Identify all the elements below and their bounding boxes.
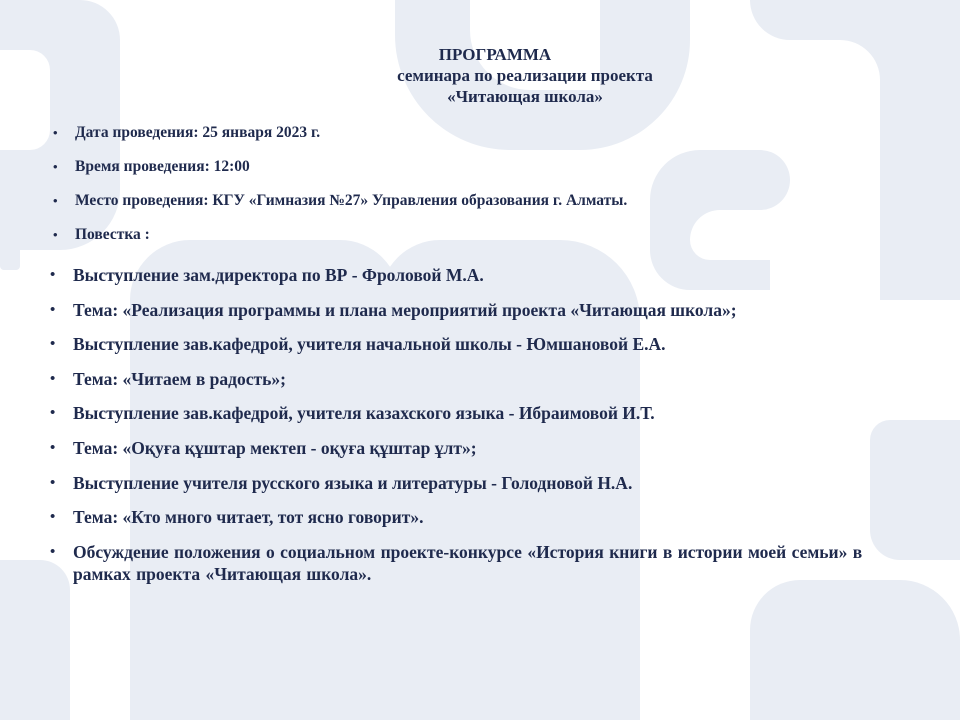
bullet-icon: • (53, 227, 58, 242)
bullet-icon: • (50, 336, 56, 353)
bullet-icon: • (50, 370, 56, 387)
agenda-item (48, 299, 898, 321)
title-line-3: «Читающая школа» (447, 87, 603, 106)
title-line-1: ПРОГРАММА (438, 45, 552, 64)
bullet-icon: • (50, 474, 56, 491)
agenda-text: Тема: «Оқуға құштар мектеп - оқуға құштар ұлт»; (73, 437, 477, 458)
bullet-icon: • (53, 159, 58, 174)
agenda-text: Выступление зам.директора по ВР - Фроловой М.А. (73, 265, 484, 285)
agenda-item (48, 368, 898, 390)
info-text: Дата проведения: 25 января 2023 г. (75, 124, 321, 141)
bullet-icon: • (50, 405, 56, 422)
program-title (300, 44, 750, 107)
agenda-text: Тема: «Читаем в радость»; (73, 368, 286, 389)
agenda-list (48, 264, 898, 597)
bullet-icon: • (53, 193, 58, 208)
bullet-icon: • (50, 439, 56, 456)
agenda-item (48, 402, 898, 424)
title-line-2: семинара по реализации проекта (397, 66, 653, 85)
agenda-text: Выступление учителя русского языка и литературы - Голодновой Н.А. (73, 472, 633, 493)
agenda-text: Тема: «Кто много читает, тот ясно говорит». (73, 507, 424, 528)
agenda-item (48, 472, 898, 494)
info-text: Время проведения: 12:00 (75, 158, 250, 175)
agenda-text: Выступление зав.кафедрой, учителя начальной школы - Юмшановой Е.А. (73, 334, 666, 355)
info-date (48, 123, 908, 157)
agenda-item (48, 437, 898, 459)
agenda-item (48, 541, 898, 585)
info-place (48, 191, 908, 225)
agenda-item (48, 264, 898, 286)
event-info-list (48, 123, 908, 259)
info-text: Повестка : (75, 226, 150, 243)
agenda-text: Выступление зав.кафедрой, учителя казахского языка - Ибраимовой И.Т. (73, 403, 655, 424)
bullet-icon: • (50, 543, 56, 560)
agenda-text: Обсуждение положения о социальном проекте-конкурсе «История книги в истории моей семьи» в рамках проекта «Читающая школа». (73, 541, 863, 584)
info-agenda-label (48, 225, 908, 259)
bullet-icon: • (50, 509, 56, 526)
bullet-icon: • (50, 267, 56, 283)
info-text: Место проведения: КГУ «Гимназия №27» Управления образования г. Алматы. (75, 192, 628, 209)
agenda-text: Тема: «Реализация программы и плана мероприятий проекта «Читающая школа»; (73, 299, 737, 320)
bullet-icon: • (53, 125, 58, 140)
agenda-item (48, 333, 898, 355)
bullet-icon: • (50, 301, 56, 318)
agenda-item (48, 506, 898, 528)
info-time (48, 157, 908, 191)
